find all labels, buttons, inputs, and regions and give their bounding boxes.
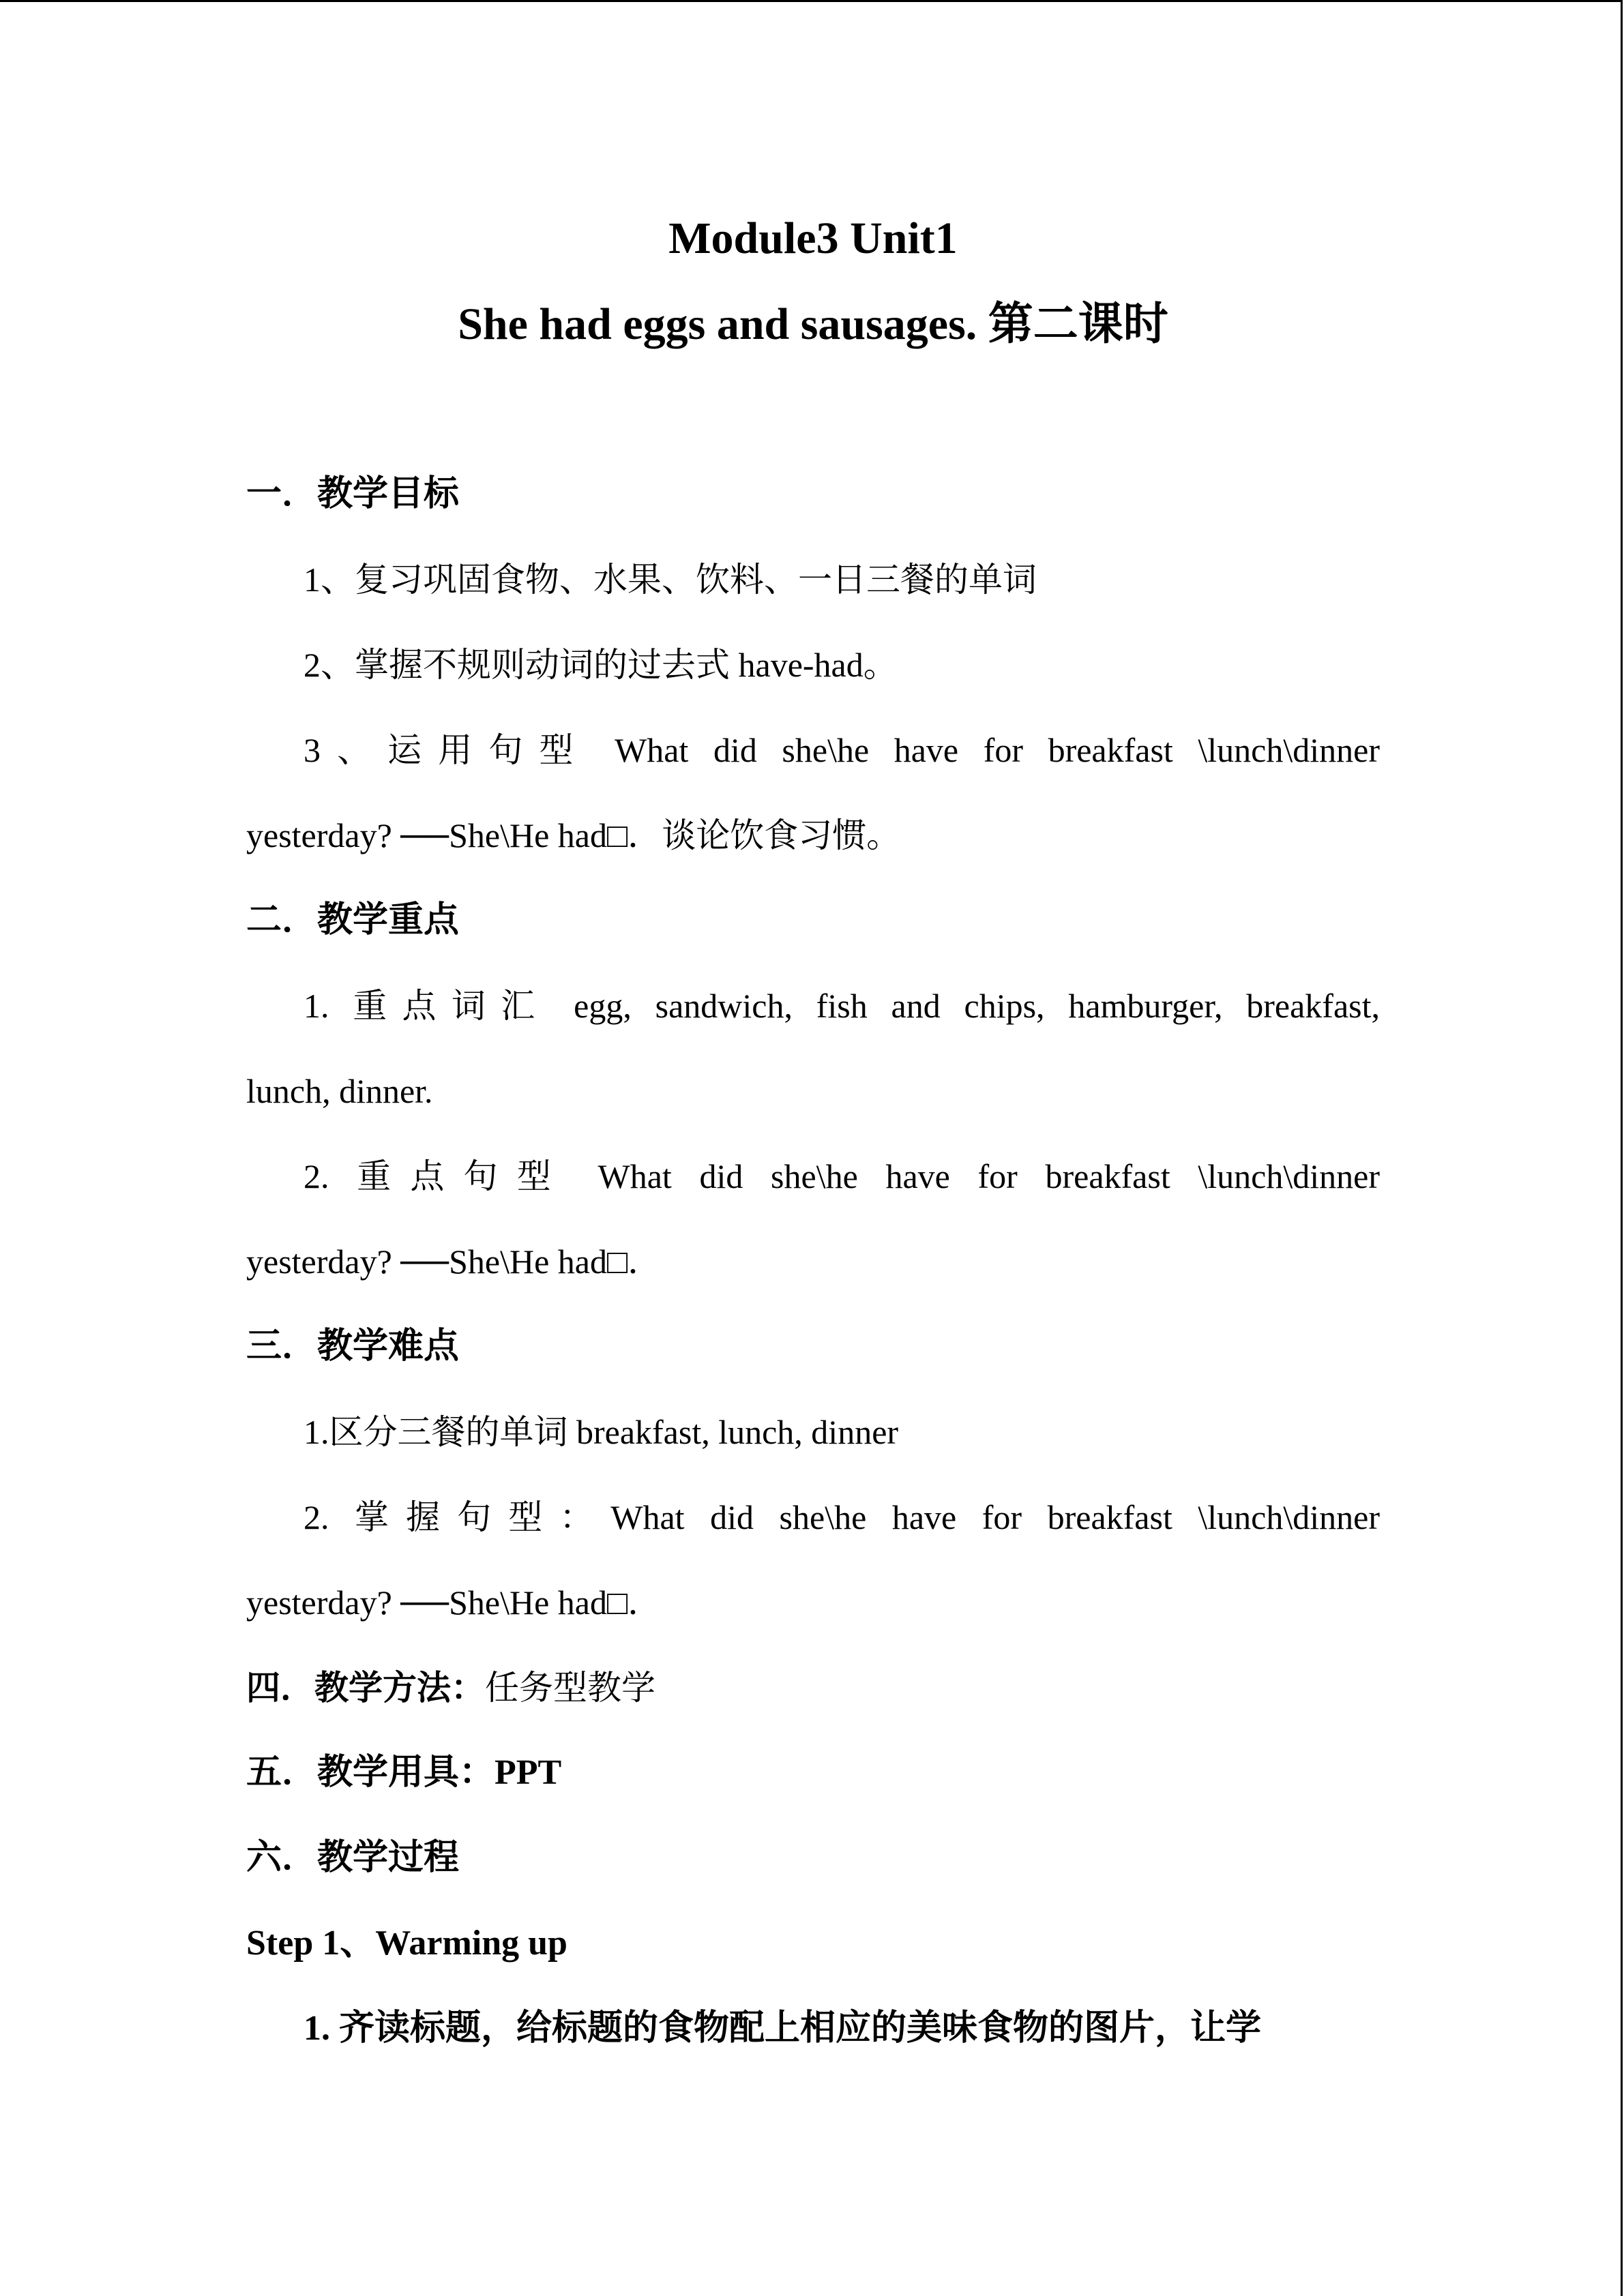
- key-point-item-1-line-1: 1. 重点词汇 egg, sandwich, fish and chips, hamburger, breakfast,: [304, 987, 1380, 1025]
- objective-item-2: 2、掌握不规则动词的过去式 have-had。: [304, 646, 898, 684]
- process-step-1-item-1: 1. 齐读标题，给标题的食物配上相应的美味食物的图片，让学: [304, 2009, 1262, 2048]
- key-point-item-2-line-2: yesterday? ──She\He had□．: [246, 1242, 662, 1281]
- document-subtitle: She had eggs and sausages. 第二课时: [458, 299, 1168, 349]
- section-heading-tools: 五．教学用具：PPT: [246, 1753, 562, 1792]
- difficulty-item-2-line-2: yesterday? ──She\He had□．: [246, 1583, 662, 1622]
- difficulty-item-2-line-1: 2. 掌握句型：What did she\he have for breakfast \lunch\dinner: [304, 1498, 1380, 1536]
- document-title: Module3 Unit1: [668, 213, 958, 263]
- objective-item-1: 1、复习巩固食物、水果、饮料、一日三餐的单词: [304, 561, 1037, 599]
- key-point-item-1-line-2: lunch, dinner.: [246, 1072, 433, 1110]
- section-heading-objectives: 一．教学目标: [246, 475, 460, 513]
- key-point-item-2-line-1: 2. 重点句型 What did she\he have for breakfast \lunch\dinner: [304, 1157, 1380, 1195]
- section-heading-key-points: 二．教学重点: [246, 901, 460, 940]
- section-method: [246, 1667, 1380, 1708]
- section-heading-difficulties: 三．教学难点: [246, 1327, 460, 1366]
- difficulty-item-1: 1.区分三餐的单词 breakfast, lunch, dinner: [304, 1413, 899, 1451]
- objective-item-3-line-1: 3、运用句型 What did she\he have for breakfast \lunch\dinner: [304, 731, 1380, 769]
- section-heading-method: 四．教学方法：: [246, 1669, 485, 1707]
- objective-item-3-line-2: yesterday? ──She\He had□．谈论饮食习惯。: [246, 816, 901, 854]
- process-step-1: Step 1、Warming up: [246, 1924, 567, 1963]
- method-value: 任务型教学: [485, 1669, 655, 1707]
- section-heading-process: 六．教学过程: [246, 1838, 460, 1877]
